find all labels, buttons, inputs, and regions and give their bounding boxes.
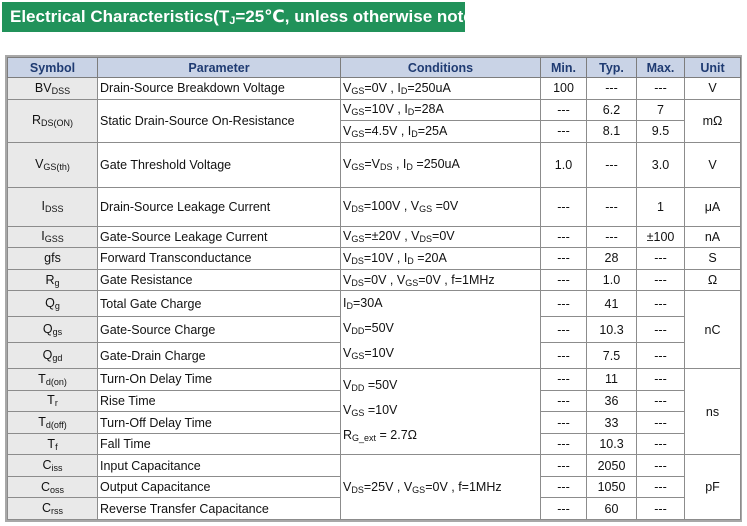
symbol-subscript: iss bbox=[51, 463, 63, 474]
parameter-cell: Forward Transconductance bbox=[98, 248, 341, 270]
table-row bbox=[8, 369, 741, 391]
unit-cell: pF bbox=[685, 455, 741, 520]
symbol-text: Q bbox=[45, 296, 55, 311]
unit-cell: Ω bbox=[685, 269, 741, 291]
min-cell: --- bbox=[541, 369, 587, 391]
symbol-cell bbox=[8, 291, 98, 317]
condition-text: =10V bbox=[364, 346, 394, 361]
unit-cell: V bbox=[685, 78, 741, 100]
condition-text: V bbox=[343, 378, 352, 393]
condition-line bbox=[343, 424, 538, 449]
max-cell: --- bbox=[637, 476, 685, 498]
symbol-cell bbox=[8, 476, 98, 498]
min-cell: --- bbox=[541, 269, 587, 291]
condition-text: V bbox=[343, 123, 352, 138]
condition-subscript: D bbox=[407, 107, 415, 118]
condition-text: =250uA bbox=[407, 80, 451, 95]
symbol-text: C bbox=[40, 479, 50, 494]
electrical-characteristics-table bbox=[7, 57, 741, 520]
symbol-subscript: rss bbox=[51, 506, 64, 517]
typ-cell: --- bbox=[587, 78, 637, 100]
condition-subscript: D bbox=[346, 301, 353, 312]
condition-text: =10V bbox=[364, 403, 398, 418]
condition-line bbox=[343, 317, 538, 342]
conditions-cell bbox=[341, 226, 541, 248]
parameter-cell: Drain-Source Breakdown Voltage bbox=[98, 78, 341, 100]
condition-line bbox=[343, 292, 538, 317]
max-cell: --- bbox=[637, 343, 685, 369]
min-cell: --- bbox=[541, 248, 587, 270]
conditions-cell bbox=[341, 248, 541, 270]
condition-text: =0V bbox=[432, 199, 459, 214]
header-conditions: Conditions bbox=[341, 58, 541, 78]
max-cell: --- bbox=[637, 248, 685, 270]
conditions-cell bbox=[341, 291, 541, 369]
max-cell: --- bbox=[637, 498, 685, 520]
unit-cell: μA bbox=[685, 187, 741, 226]
typ-cell: 7.5 bbox=[587, 343, 637, 369]
symbol-subscript: gd bbox=[52, 353, 63, 364]
min-cell: --- bbox=[541, 433, 587, 455]
header-typ: Typ. bbox=[587, 58, 637, 78]
parameter-cell: Input Capacitance bbox=[98, 455, 341, 477]
condition-subscript: DS bbox=[351, 204, 364, 215]
symbol-text: I bbox=[41, 199, 45, 214]
symbol-cell bbox=[8, 142, 98, 187]
condition-subscript: GS bbox=[351, 234, 365, 245]
min-cell: --- bbox=[541, 291, 587, 317]
symbol-cell bbox=[8, 369, 98, 391]
condition-text: , I bbox=[392, 157, 407, 172]
condition-subscript: GS bbox=[405, 277, 419, 288]
table-row bbox=[8, 269, 741, 291]
table-row bbox=[8, 455, 741, 477]
condition-subscript: GS bbox=[351, 162, 365, 173]
parameter-cell: Gate-Source Charge bbox=[98, 317, 341, 343]
condition-line bbox=[343, 342, 538, 367]
typ-cell: 28 bbox=[587, 248, 637, 270]
condition-subscript: D bbox=[400, 85, 408, 96]
header-max: Max. bbox=[637, 58, 685, 78]
unit-cell: nA bbox=[685, 226, 741, 248]
typ-cell: 36 bbox=[587, 390, 637, 412]
max-cell: --- bbox=[637, 412, 685, 434]
symbol-cell bbox=[8, 412, 98, 434]
typ-cell: 10.3 bbox=[587, 317, 637, 343]
condition-text: =50V bbox=[364, 321, 394, 336]
condition-text: =0V , f=1MHz bbox=[418, 272, 495, 287]
symbol-subscript: g bbox=[54, 301, 60, 312]
symbol-cell bbox=[8, 187, 98, 226]
symbol-subscript: d(off) bbox=[45, 420, 67, 431]
min-cell: 100 bbox=[541, 78, 587, 100]
condition-subscript: GS bbox=[351, 408, 365, 419]
symbol-cell bbox=[8, 78, 98, 100]
max-cell: --- bbox=[637, 78, 685, 100]
condition-subscript: DS bbox=[419, 234, 433, 245]
condition-text: =0V , f=1MHz bbox=[425, 479, 502, 494]
symbol-text: V bbox=[35, 157, 44, 172]
parameter-cell: Rise Time bbox=[98, 390, 341, 412]
min-cell: --- bbox=[541, 187, 587, 226]
symbol-text: C bbox=[42, 458, 52, 473]
min-cell: --- bbox=[541, 226, 587, 248]
min-cell: --- bbox=[541, 99, 587, 121]
max-cell: ±100 bbox=[637, 226, 685, 248]
parameter-cell: Gate Resistance bbox=[98, 269, 341, 291]
typ-cell: 1050 bbox=[587, 476, 637, 498]
condition-text: V bbox=[343, 403, 352, 418]
condition-subscript: DS bbox=[351, 484, 364, 495]
condition-text: =V bbox=[364, 157, 380, 172]
condition-subscript: GS bbox=[419, 204, 433, 215]
condition-text: =25A bbox=[417, 123, 448, 138]
symbol-cell bbox=[8, 455, 98, 477]
symbol-text: Q bbox=[42, 348, 53, 363]
condition-subscript: GS bbox=[351, 107, 365, 118]
condition-text: =0V bbox=[432, 229, 455, 244]
condition-subscript: GS bbox=[412, 484, 426, 495]
unit-cell: mΩ bbox=[685, 99, 741, 142]
symbol-text: I bbox=[41, 229, 45, 244]
conditions-cell bbox=[341, 187, 541, 226]
symbol-text: T bbox=[47, 436, 56, 451]
typ-cell: 1.0 bbox=[587, 269, 637, 291]
symbol-text: Q bbox=[42, 322, 53, 337]
max-cell: 3.0 bbox=[637, 142, 685, 187]
condition-text: =10V , I bbox=[364, 102, 408, 117]
typ-cell: 41 bbox=[587, 291, 637, 317]
max-cell: --- bbox=[637, 433, 685, 455]
header-min: Min. bbox=[541, 58, 587, 78]
symbol-subscript: DS(ON) bbox=[41, 118, 74, 129]
symbol-subscript: g bbox=[54, 277, 60, 288]
condition-text: =10V , I bbox=[363, 250, 408, 265]
symbol-cell bbox=[8, 317, 98, 343]
unit-cell: nC bbox=[685, 291, 741, 369]
condition-text: =250uA bbox=[412, 157, 460, 172]
symbol-cell bbox=[8, 269, 98, 291]
condition-text: =20A bbox=[413, 250, 447, 265]
typ-cell: 11 bbox=[587, 369, 637, 391]
min-cell: --- bbox=[541, 498, 587, 520]
condition-subscript: GS bbox=[351, 128, 365, 139]
parameter-cell: Turn-On Delay Time bbox=[98, 369, 341, 391]
condition-subscript: GS bbox=[351, 351, 365, 362]
symbol-text: BV bbox=[34, 80, 52, 95]
table-row bbox=[8, 142, 741, 187]
condition-text: =25V , V bbox=[363, 479, 413, 494]
condition-text: V bbox=[343, 229, 352, 244]
condition-text: V bbox=[343, 321, 352, 336]
symbol-subscript: DSS bbox=[51, 85, 71, 96]
min-cell: --- bbox=[541, 343, 587, 369]
condition-line bbox=[343, 374, 538, 399]
condition-text: =50V bbox=[364, 378, 398, 393]
condition-text: =100V , V bbox=[363, 199, 420, 214]
parameter-cell: Reverse Transfer Capacitance bbox=[98, 498, 341, 520]
condition-line bbox=[343, 399, 538, 424]
min-cell: --- bbox=[541, 412, 587, 434]
parameter-cell: Static Drain-Source On-Resistance bbox=[98, 99, 341, 142]
condition-subscript: DS bbox=[351, 277, 364, 288]
typ-cell: 10.3 bbox=[587, 433, 637, 455]
symbol-cell bbox=[8, 390, 98, 412]
condition-subscript: DD bbox=[351, 326, 365, 337]
condition-text: =0V , I bbox=[364, 80, 401, 95]
typ-cell: 2050 bbox=[587, 455, 637, 477]
parameter-cell: Gate-Drain Charge bbox=[98, 343, 341, 369]
min-cell: --- bbox=[541, 455, 587, 477]
condition-text: I bbox=[343, 296, 347, 311]
condition-text: = 2.7Ω bbox=[376, 428, 418, 443]
max-cell: --- bbox=[637, 390, 685, 412]
symbol-subscript: GS(th) bbox=[43, 162, 70, 173]
condition-text: =±20V , V bbox=[364, 229, 420, 244]
table-row bbox=[8, 226, 741, 248]
parameter-cell: Output Capacitance bbox=[98, 476, 341, 498]
symbol-cell bbox=[8, 248, 98, 270]
typ-cell: 60 bbox=[587, 498, 637, 520]
header-row bbox=[8, 58, 741, 78]
conditions-cell bbox=[341, 121, 541, 143]
typ-cell: 33 bbox=[587, 412, 637, 434]
symbol-cell bbox=[8, 433, 98, 455]
symbol-text: C bbox=[41, 501, 52, 516]
table-row bbox=[8, 187, 741, 226]
min-cell: 1.0 bbox=[541, 142, 587, 187]
parameter-cell: Total Gate Charge bbox=[98, 291, 341, 317]
symbol-subscript: gs bbox=[52, 327, 63, 338]
parameter-cell: Gate Threshold Voltage bbox=[98, 142, 341, 187]
symbol-cell bbox=[8, 226, 98, 248]
condition-text: V bbox=[343, 102, 352, 117]
condition-text: V bbox=[343, 80, 352, 95]
symbol-text: T bbox=[38, 371, 46, 386]
condition-text: V bbox=[343, 250, 352, 265]
symbol-text: R bbox=[31, 113, 42, 128]
condition-text: =28A bbox=[414, 102, 444, 117]
conditions-cell bbox=[341, 99, 541, 121]
symbol-text: R bbox=[45, 272, 55, 287]
min-cell: --- bbox=[541, 476, 587, 498]
max-cell: 7 bbox=[637, 99, 685, 121]
condition-subscript: DS bbox=[351, 255, 364, 266]
parameter-cell: Drain-Source Leakage Current bbox=[98, 187, 341, 226]
symbol-cell bbox=[8, 343, 98, 369]
condition-text: V bbox=[343, 199, 352, 214]
header-unit: Unit bbox=[685, 58, 741, 78]
typ-cell: --- bbox=[587, 226, 637, 248]
table-row bbox=[8, 99, 741, 121]
symbol-cell bbox=[8, 498, 98, 520]
table-row bbox=[8, 291, 741, 317]
conditions-cell bbox=[341, 142, 541, 187]
conditions-cell bbox=[341, 455, 541, 520]
min-cell: --- bbox=[541, 390, 587, 412]
header-parameter: Parameter bbox=[98, 58, 341, 78]
max-cell: --- bbox=[637, 291, 685, 317]
max-cell: 9.5 bbox=[637, 121, 685, 143]
symbol-text: T bbox=[47, 393, 55, 408]
condition-text: =0V , V bbox=[363, 272, 406, 287]
max-cell: --- bbox=[637, 317, 685, 343]
parameter-cell: Fall Time bbox=[98, 433, 341, 455]
symbol-subscript: GSS bbox=[44, 234, 64, 245]
typ-cell: 8.1 bbox=[587, 121, 637, 143]
conditions-cell bbox=[341, 269, 541, 291]
min-cell: --- bbox=[541, 121, 587, 143]
condition-text: V bbox=[343, 479, 352, 494]
min-cell: --- bbox=[541, 317, 587, 343]
condition-subscript: D bbox=[411, 128, 418, 139]
header-symbol: Symbol bbox=[8, 58, 98, 78]
symbol-subscript: f bbox=[55, 441, 58, 452]
max-cell: 1 bbox=[637, 187, 685, 226]
max-cell: --- bbox=[637, 369, 685, 391]
typ-cell: --- bbox=[587, 142, 637, 187]
table-row bbox=[8, 78, 741, 100]
condition-subscript: DS bbox=[380, 162, 393, 173]
condition-subscript: G_ext bbox=[352, 433, 377, 444]
condition-text: R bbox=[343, 428, 353, 443]
symbol-subscript: DSS bbox=[44, 204, 64, 215]
condition-text: V bbox=[343, 346, 352, 361]
symbol-subscript: oss bbox=[50, 484, 65, 495]
symbol-cell bbox=[8, 99, 98, 142]
symbol-text: T bbox=[38, 415, 46, 430]
unit-cell: S bbox=[685, 248, 741, 270]
conditions-cell bbox=[341, 369, 541, 455]
condition-subscript: DD bbox=[351, 383, 365, 394]
condition-text: V bbox=[343, 272, 352, 287]
condition-text: =30A bbox=[352, 296, 383, 311]
conditions-cell bbox=[341, 78, 541, 100]
condition-text: V bbox=[343, 157, 352, 172]
typ-cell: 6.2 bbox=[587, 99, 637, 121]
max-cell: --- bbox=[637, 269, 685, 291]
condition-subscript: D bbox=[406, 162, 413, 173]
table-row bbox=[8, 248, 741, 270]
symbol-subscript: r bbox=[54, 398, 58, 409]
symbol-subscript: d(on) bbox=[45, 376, 67, 387]
section-title-banner: Electrical $Characteristics(T_J=25℃$, unless otherwise noted) bbox=[2, 2, 465, 32]
unit-cell: ns bbox=[685, 369, 741, 455]
max-cell: --- bbox=[637, 455, 685, 477]
unit-cell: V bbox=[685, 142, 741, 187]
parameter-cell: Turn-Off Delay Time bbox=[98, 412, 341, 434]
typ-cell: --- bbox=[587, 187, 637, 226]
condition-text: =4.5V , I bbox=[364, 123, 412, 138]
symbol-text: gfs bbox=[44, 251, 61, 266]
condition-subscript: GS bbox=[351, 85, 365, 96]
condition-subscript: D bbox=[407, 255, 414, 266]
parameter-cell: Gate-Source Leakage Current bbox=[98, 226, 341, 248]
